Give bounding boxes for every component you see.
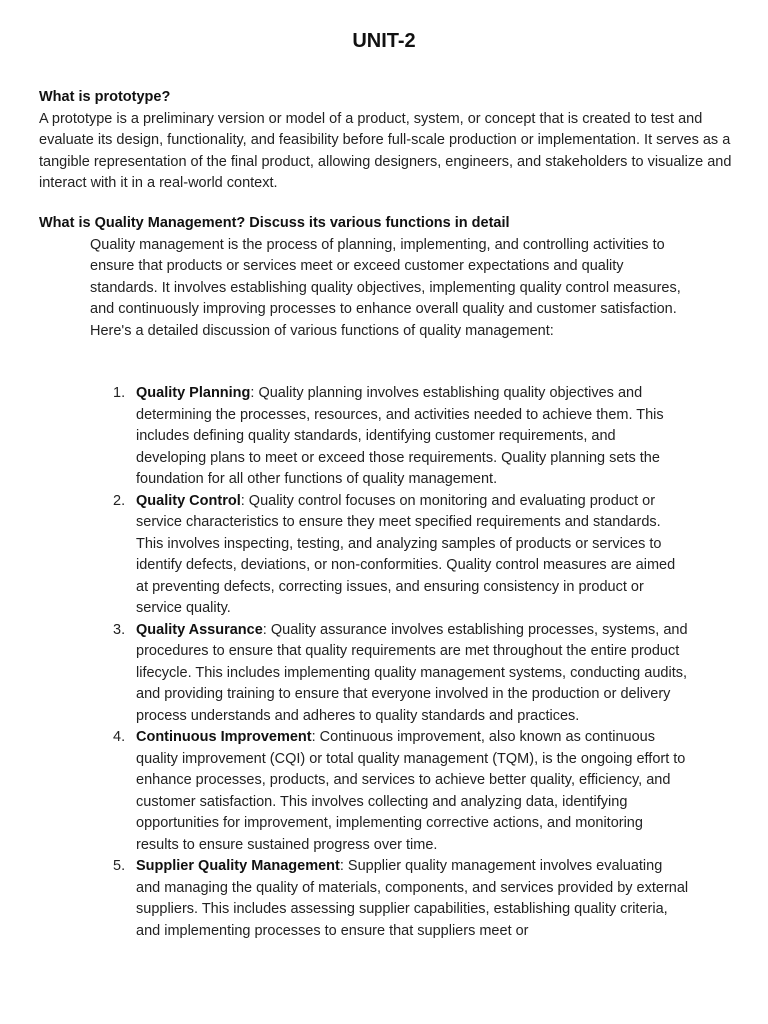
list-number: 2.	[113, 492, 126, 509]
prototype-body: A prototype is a preliminary version or model of a product, system, or concept that is created to test and evaluate its design, functionality, and feasibility before full-scale production or implementation. It serves as a tangible representation of the final product, allowing designers, engineers, and stakeholders to visualize and interact with it in a real-world context.	[39, 110, 732, 191]
list-text: : Quality planning involves establishing quality objectives and determining the processes, resources, and activities needed to achieve them. This includes defining quality standards, identifying customer requirements, and developing plans to meet or exceed those requirements. Quality planning sets the foundation for all other functions of quality management.	[136, 385, 664, 487]
list-item	[109, 856, 689, 942]
page-title: UNIT-2	[352, 30, 416, 52]
list-term: Quality Control	[136, 492, 241, 509]
list-item	[109, 620, 689, 728]
list-term: Continuous Improvement	[136, 729, 312, 745]
list-text: : Supplier quality management involves evaluating and managing the quality of materials, components, and services provided by external suppliers. This includes assessing supplier capabilities, establishing quality criteria, and implementing processes to ensure that suppliers meet or	[136, 858, 689, 939]
list-number: 1.	[113, 385, 126, 401]
list-number: 3.	[113, 621, 126, 638]
list-term: Supplier Quality Management	[136, 858, 340, 874]
list-term: Quality Assurance	[136, 621, 263, 638]
quality-heading: What is Quality Management? Discuss its various functions in detail	[39, 215, 510, 231]
list-number: 4.	[113, 729, 126, 745]
quality-functions-list	[109, 383, 689, 942]
list-term: Quality Planning	[136, 385, 251, 401]
prototype-section	[39, 87, 739, 195]
list-number: 5.	[113, 858, 126, 874]
list-text: : Continuous improvement, also known as continuous quality improvement (CQI) or total quality management (TQM), is the ongoing effort to enhance processes, products, and services to achieve better quality, efficiency, and customer satisfaction. This involves collecting and analyzing data, identifying opportunities for improvement, implementing corrective actions, and monitoring results to ensure sustained progress over time.	[136, 729, 686, 853]
quality-intro: Quality management is the process of planning, implementing, and controlling activities to ensure that products or services meet or exceed customer expectations and quality standards. It involves establishing quality objectives, implementing quality control measures, and continuously improving processes to enhance overall quality and customer satisfaction. Here's a detailed discussion of various functions of quality management:	[90, 236, 681, 339]
prototype-heading: What is prototype?	[39, 89, 171, 105]
quality-section	[39, 213, 739, 342]
list-item	[109, 727, 689, 856]
list-text: : Quality control focuses on monitoring and evaluating product or service characteristics to ensure they meet specified requirements and standards. This involves inspecting, testing, and analyzing samples of products or services to identify defects, deviations, or non-conformities. Quality control measures are aimed at preventing defects, correcting issues, and ensuring consistency in product or service quality.	[136, 492, 676, 616]
list-item	[109, 491, 689, 620]
list-text: : Quality assurance involves establishing processes, systems, and procedures to ensure that quality requirements are met throughout the entire product lifecycle. This includes implementing quality management systems, conducting audits, and providing training to ensure that everyone involved in the production or delivery process understands and adheres to quality standards and practices.	[136, 621, 688, 724]
list-item	[109, 383, 689, 491]
